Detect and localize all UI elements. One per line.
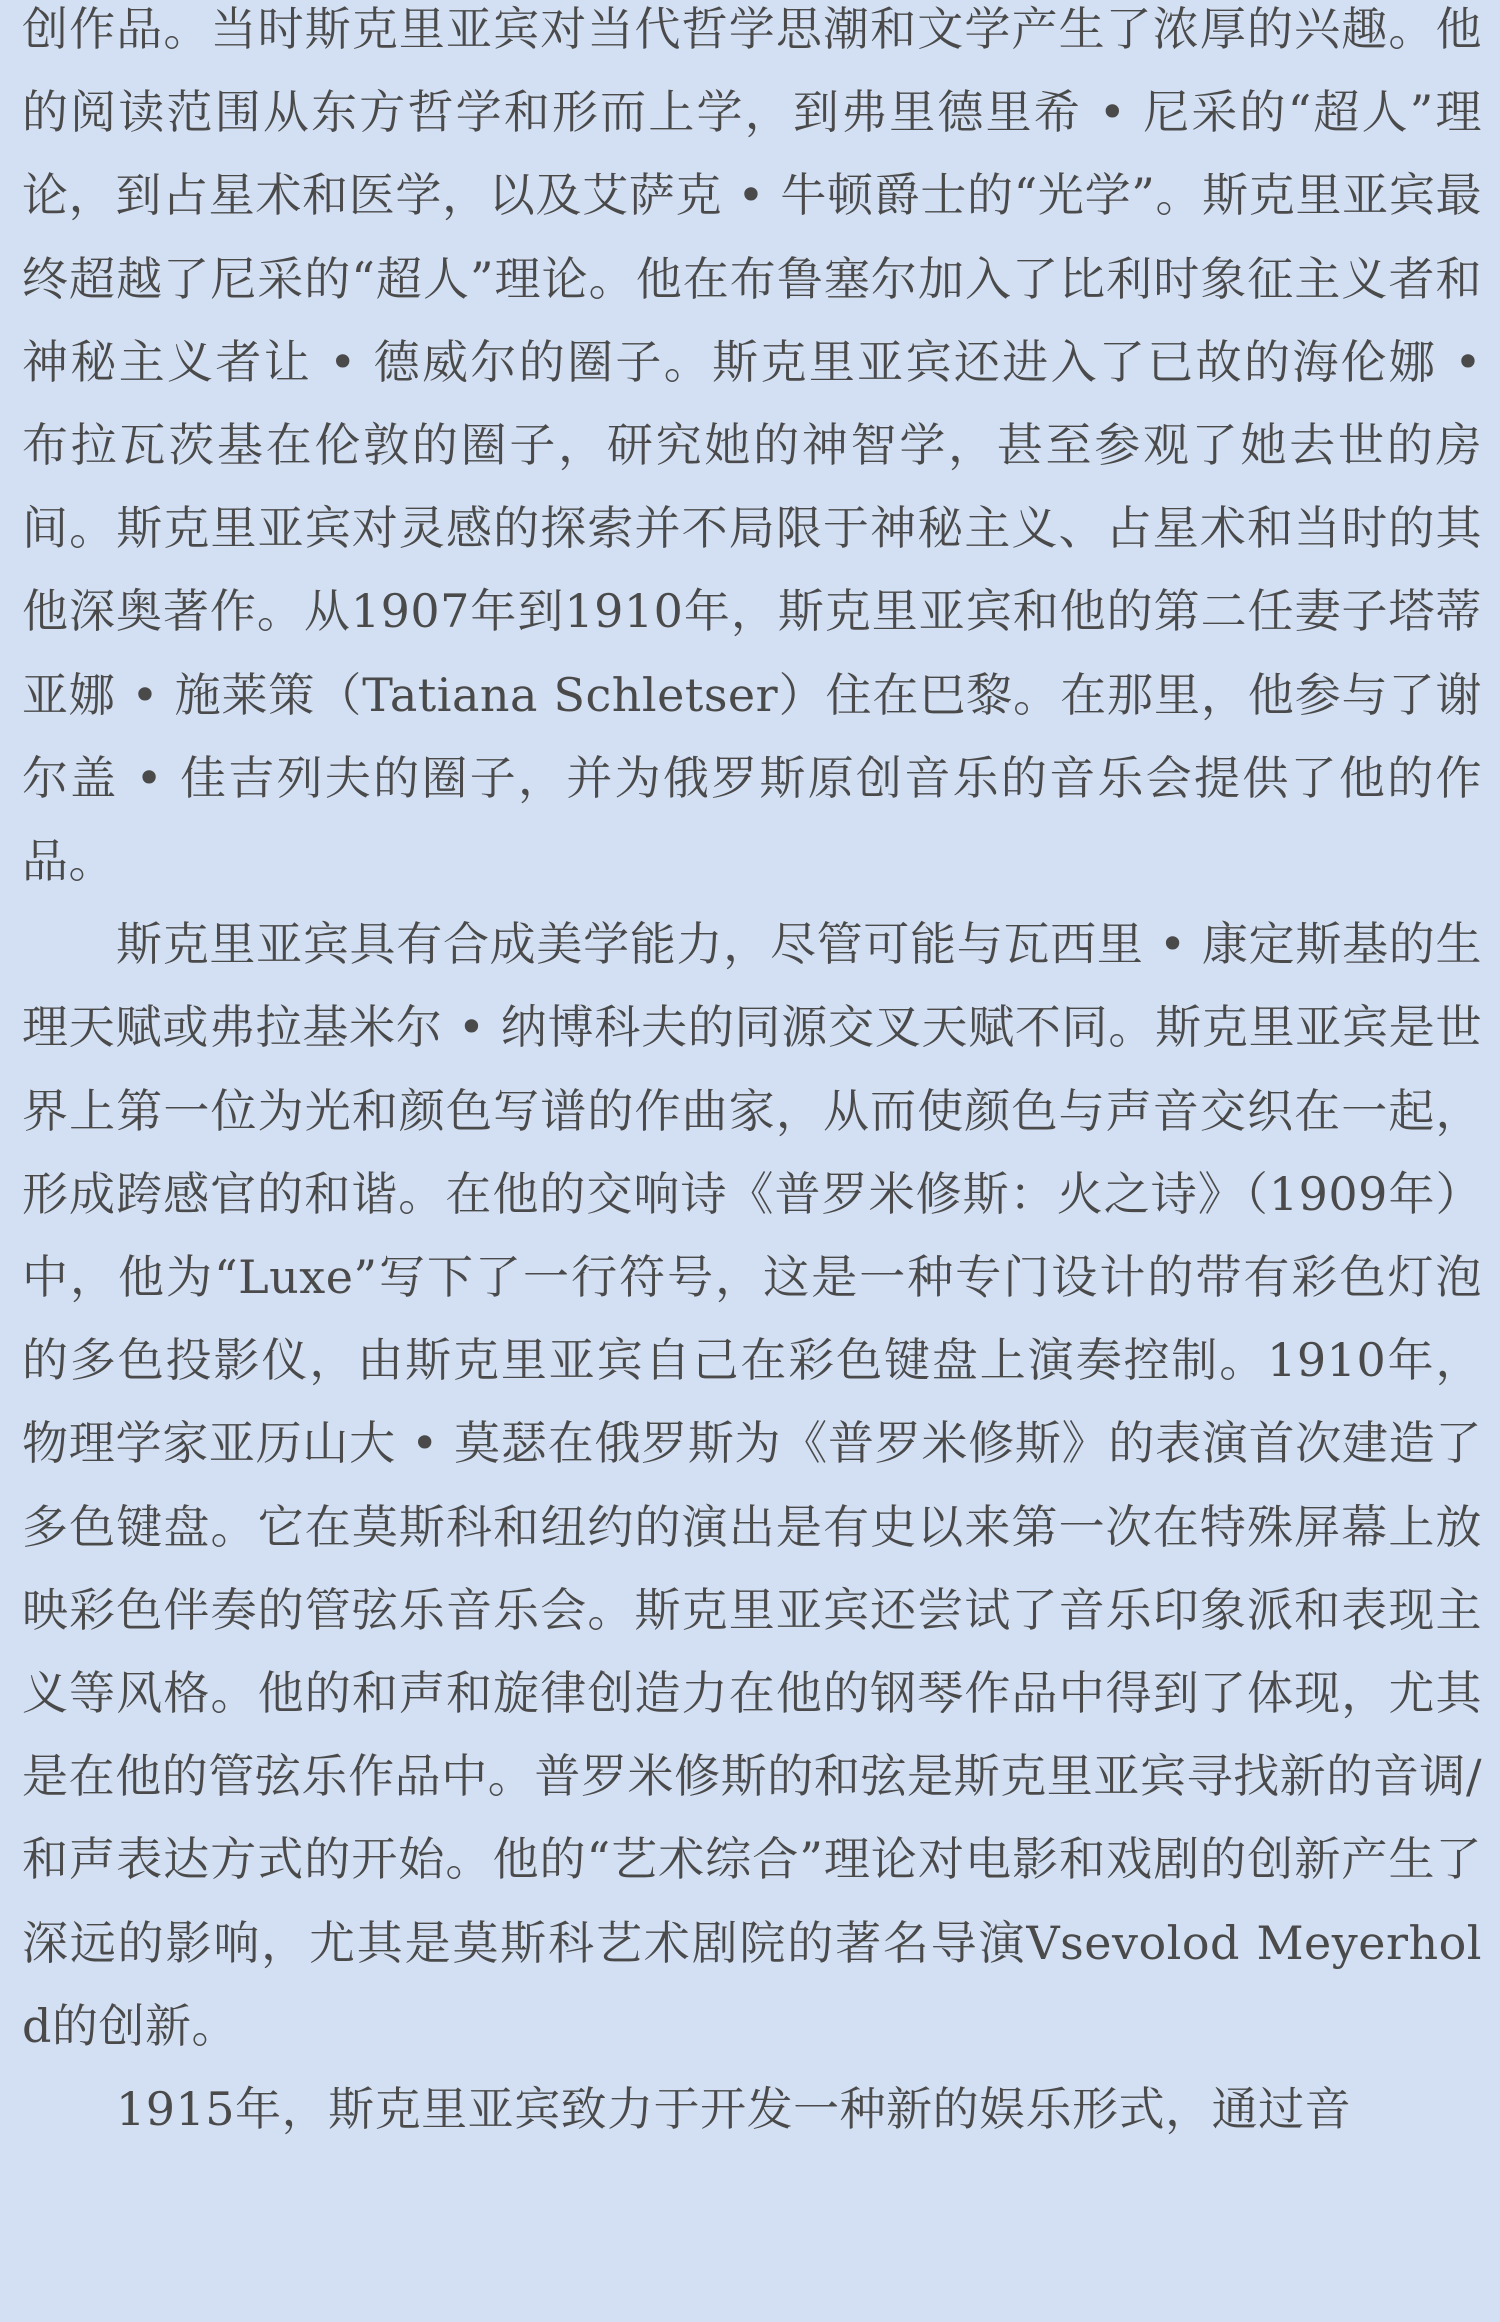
paragraph-2: 斯克里亚宾具有合成美学能力，尽管可能与瓦西里 • 康定斯基的生理天赋或弗拉基米尔 • 纳博科夫的同源交叉天赋不同。斯克里亚宾是世界上第一位为光和颜色写谱的作曲家，从而使颜色与声音交织在一起，形成跨感官的和谐。在他的交响诗《普罗米修斯：火之诗》（1909年）中，他为“Luxe”写下了一行符号，这是一种专门设计的带有彩色灯泡的多色投影仪，由斯克里亚宾自己在彩色键盘上演奏控制。1910年，物理学家亚历山大 • 莫瑟在俄罗斯为《普罗米修斯》的表演首次建造了多色键盘。它在莫斯科和纽约的演出是有史以来第一次在特殊屏幕上放映彩色伴奏的管弦乐音乐会。斯克里亚宾还尝试了音乐印象派和表现主义等风格。他的和声和旋律创造力在他的钢琴作品中得到了体现，尤其是在他的管弦乐作品中。普罗米修斯的和弦是斯克里亚宾寻找新的音调/和声表达方式的开始。他的“艺术综合”理论对电影和戏剧的创新产生了深远的影响，尤其是莫斯科艺术剧院的著名导演Vsevolod Meyerhold的创新。 [22,917,1482,2053]
paragraph-3: 1915年，斯克里亚宾致力于开发一种新的娱乐形式，通过音 [116,2082,1352,2137]
text-body [22,0,1482,2151]
paragraph-1: 创作品。当时斯克里亚宾对当代哲学思潮和文学产生了浓厚的兴趣。他的阅读范围从东方哲学和形而上学，到弗里德里希 • 尼采的“超人”理论，到占星术和医学，以及艾萨克 • 牛顿爵士的“光学”。斯克里亚宾最终超越了尼采的“超人”理论。他在布鲁塞尔加入了比利时象征主义者和神秘主义者让 • 德威尔的圈子。斯克里亚宾还进入了已故的海伦娜 • 布拉瓦茨基在伦敦的圈子，研究她的神智学，甚至参观了她去世的房间。斯克里亚宾对灵感的探索并不局限于神秘主义、占星术和当时的其他深奥著作。从1907年到1910年，斯克里亚宾和他的第二任妻子塔蒂亚娜 • 施莱策（Tatiana Schletser）住在巴黎。在那里，他参与了谢尔盖 • 佳吉列夫的圈子，并为俄罗斯原创音乐的音乐会提供了他的作品。 [22,2,1482,889]
